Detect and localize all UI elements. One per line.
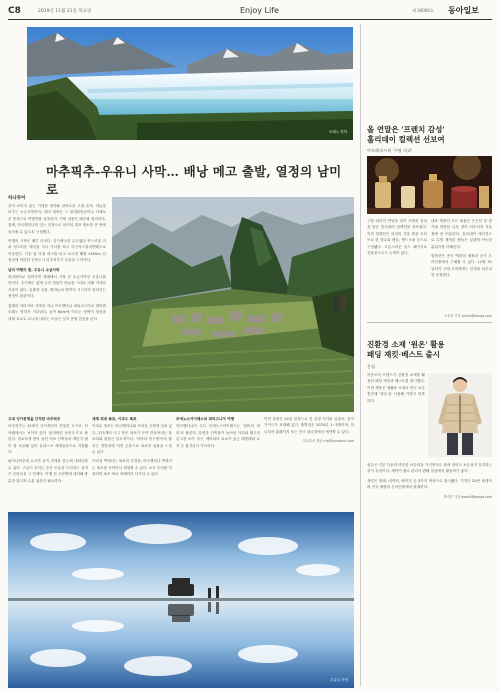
issue-date: 2019년 11월 21일 목요일	[38, 9, 92, 14]
machu-picchu-photo	[112, 197, 354, 412]
section-title: Enjoy Life	[240, 6, 279, 15]
machu-picchu-illustration	[112, 197, 354, 412]
headline-line: 홀리데이 컬렉션 선보여	[367, 135, 445, 144]
article-paragraph: 와이나픽추에 오르면 유적 전체를 한눈에 내려다볼 수 있다. 구름이 걷히는 순간 모습을 드러내는 유적은 신비로움 그 자체다. 여행 전 고산병에 대비해 충분한 휴식과 수분 섭취가 필요하다.	[8, 459, 88, 483]
page-header	[8, 4, 492, 18]
photo-caption: 우유니 사막	[329, 678, 348, 682]
article-paragraph: 끝이 보이지 않는 거대한 빙하와 신비로운 고대 유적, 하늘을 비추는 소금사막까지. 남미 대륙은 그 광대함만큼이나 다채로운 풍경으로 여행자를 유혹한다. 이번 상품은 페루와 볼리비아, 칠레, 아르헨티나를 잇는 일정으로 남미의 대표 명소를 한 번에 둘러볼 수 있도록 구성했다.	[8, 204, 106, 234]
sidebar-headline	[367, 340, 493, 360]
article-paragraph: 아웃도어 브랜드가 친환경 소재를 활용한 패딩 재킷과 베스트를 출시했다. 이번 제품은 재활용 소재로 만든 보온 충전재 '원온'을 사용해 가볍고 따뜻하다.	[367, 373, 425, 403]
perfume-photo	[367, 156, 492, 214]
photo-caption: 모레노 빙하	[328, 130, 347, 134]
issue-number: 제 30000호	[412, 8, 434, 13]
sidebar-headline	[367, 125, 493, 145]
page-number: C8	[8, 6, 21, 16]
article-credit: 조윤경 기자 ykcho@donga.com	[444, 314, 492, 318]
article-paragraph: 아르헨티나의 수도 부에노스아이레스는 '남미의 파리'로 불린다. 유럽풍 건축물이 늘어선 거리와 탱고의 본고장 보카 지구, 에비타의 묘소가 있는 레콜레타 묘지 등 볼거리가 가득하다.	[176, 424, 260, 448]
article-paragraph: 칠레의 아타카마 사막을 지나 아르헨티나 파타고니아로 향하면 모레노 빙하가 기다린다. 높이 60m에 이르는 빙벽이 굉음을 내며 호수로 무너져 내리는 모습은 잊지 못할 감동을 준다.	[8, 303, 106, 321]
sidebar-column	[367, 462, 492, 682]
column-divider	[360, 24, 361, 686]
headline-line: 패딩 재킷·베스트 출시	[367, 350, 441, 359]
lead-column	[176, 416, 260, 508]
lead-column	[8, 416, 88, 508]
byline: 하나투어	[8, 196, 26, 201]
jacket-illustration	[428, 373, 492, 457]
article-paragraph: 컬렉션은 전국 백화점 매장과 공식 온라인몰에서 구매할 수 있다. 12월 31일까지 구매 고객에게는 한정판 파우치를 증정한다.	[431, 254, 492, 278]
lead-column	[92, 416, 172, 508]
perfume-illustration	[367, 156, 492, 214]
article-paragraph: 이번 상품은 24일 일정으로 전 일정 식사와 입장료, 현지 가이드가 포함돼 있다. 출발일은 2020년 1~3월이며, 하나투어 홈페이지 또는 전국 대리점에서 예약할 수 있다.	[264, 417, 354, 434]
lead-column	[264, 416, 354, 508]
sidebar-column	[431, 218, 492, 314]
article-paragraph: 마추픽추는 15세기 잉카제국이 건설한 도시로, 산 아래에서는 보이지 않아 '잃어버린 공중도시'로 불린다. 정교하게 쌓아 올린 석조 건축물과 계단식 밭이 잘 보존돼 있어 유네스코 세계유산으로 지정됐다.	[8, 424, 88, 455]
article-paragraph: 이과수 폭포는 아르헨티나와 브라질 국경에 걸쳐 있다. 275개의 크고 작은 폭포가 모여 만들어내는 물보라와 굉음은 압도적이다. '악마의 목구멍'이라 불리는 전망대에 서면 온몸으로 폭포의 위용을 느낄 수 있다.	[92, 424, 172, 455]
section-heading: 남미 여행의 꽃, 우유니 소금사막	[8, 267, 60, 272]
sidebar-column	[367, 218, 427, 314]
headline-line: 올 연말은 '프렌치 감성'	[367, 125, 445, 134]
jacket-photo	[428, 373, 492, 457]
glacier-photo	[27, 27, 353, 140]
sidebar-subhead: 몽칩	[367, 364, 376, 369]
sidebar-subhead: 아모레퍼시픽 '구딸 파리'	[367, 148, 413, 153]
sidebar-column	[367, 372, 425, 462]
lead-column	[8, 203, 106, 414]
page-title: 마추픽추-우유니 사막… 배낭 메고 출발, 열정의 남미로	[46, 164, 342, 197]
article-paragraph: 여행의 시작은 페루 리마다. 잉카제국의 수도였던 쿠스코를 거쳐 성스러운 계곡을 지나 기차를 타고 아구아스칼리엔테스로 이동한다. 다음 날 아침 버스를 타고 오르면 해발 2400m 산 정상에 자리한 공중도시 마추픽추가 모습을 드러낸다.	[8, 239, 106, 263]
section-heading: 세계 최대 폭포, 이과수 폭포	[92, 417, 137, 421]
section-divider	[367, 322, 492, 323]
article-signature: 하나투어 제공 trip@hanatour.com	[302, 439, 354, 444]
article-credit: 박지민 기자 jepark@donga.com	[443, 494, 492, 499]
header-rule	[8, 19, 492, 20]
article-paragraph: 대표 제품인 오드 퍼퓸은 은은한 꽃 향기와 따뜻한 나무 향이 어우러져 겨울철에 잘 어울린다. 홀리데이 에디션으로 특별 제작된 캔들은 실내에 아늑한 분위기를 더해준다.	[431, 219, 492, 249]
section-heading: 부에노스아이레스와 파타고니아 여행	[176, 417, 235, 421]
article-paragraph: 원온은 기존 다운과 비슷한 보온력을 가지면서도 물에 젖어도 보온성이 유지되는 것이 특징이다. 세탁이 쉽고 관리가 편해 일상에서 활용하기 좋다.	[367, 463, 492, 474]
headline-line: 진환경 소재 '원온' 활용	[367, 340, 445, 349]
uyuni-photo	[8, 512, 354, 688]
article-paragraph: 재킷은 블랙, 네이비, 베이지 등 3가지 색상으로 출시됐다. 가격은 20만 원대이며 전국 매장과 온라인몰에서 판매한다.	[367, 478, 492, 490]
section-heading: 고대 잉카문명을 간직한 마추픽추	[8, 417, 61, 421]
newspaper-logo: 동아일보	[448, 5, 479, 15]
glacier-illustration	[27, 27, 353, 140]
article-paragraph: 볼리비아로 넘어가면 세계에서 가장 큰 소금사막인 우유니를 만난다. 우기에는 얇게 고인 빗물이 하늘을 그대로 비춰 거대한 거울이 된다. 일출과 일몰, 밤하늘의 별까지 시시각각 달라지는 풍경이 장관이다.	[8, 275, 106, 299]
article-paragraph: 구딸 파리가 연말을 맞아 프렌치 감성을 담은 홀리데이 컬렉션을 선보였다. 이번 컬렉션은 파리의 겨울 밤을 모티브로 한 향수와 캔들, 핸드크림 등으로 구성됐다. 고급스러운 골드 패키지로 선물용으로도 손색이 없다.	[367, 219, 427, 256]
uyuni-illustration	[8, 512, 354, 688]
article-paragraph: 브라질 쪽에서는 폭포의 전경을, 아르헨티나 쪽에서는 폭포를 가까이서 체험할 수 있다. 보트 투어를 이용하면 폭포 바로 아래까지 다가갈 수 있다.	[92, 459, 172, 477]
